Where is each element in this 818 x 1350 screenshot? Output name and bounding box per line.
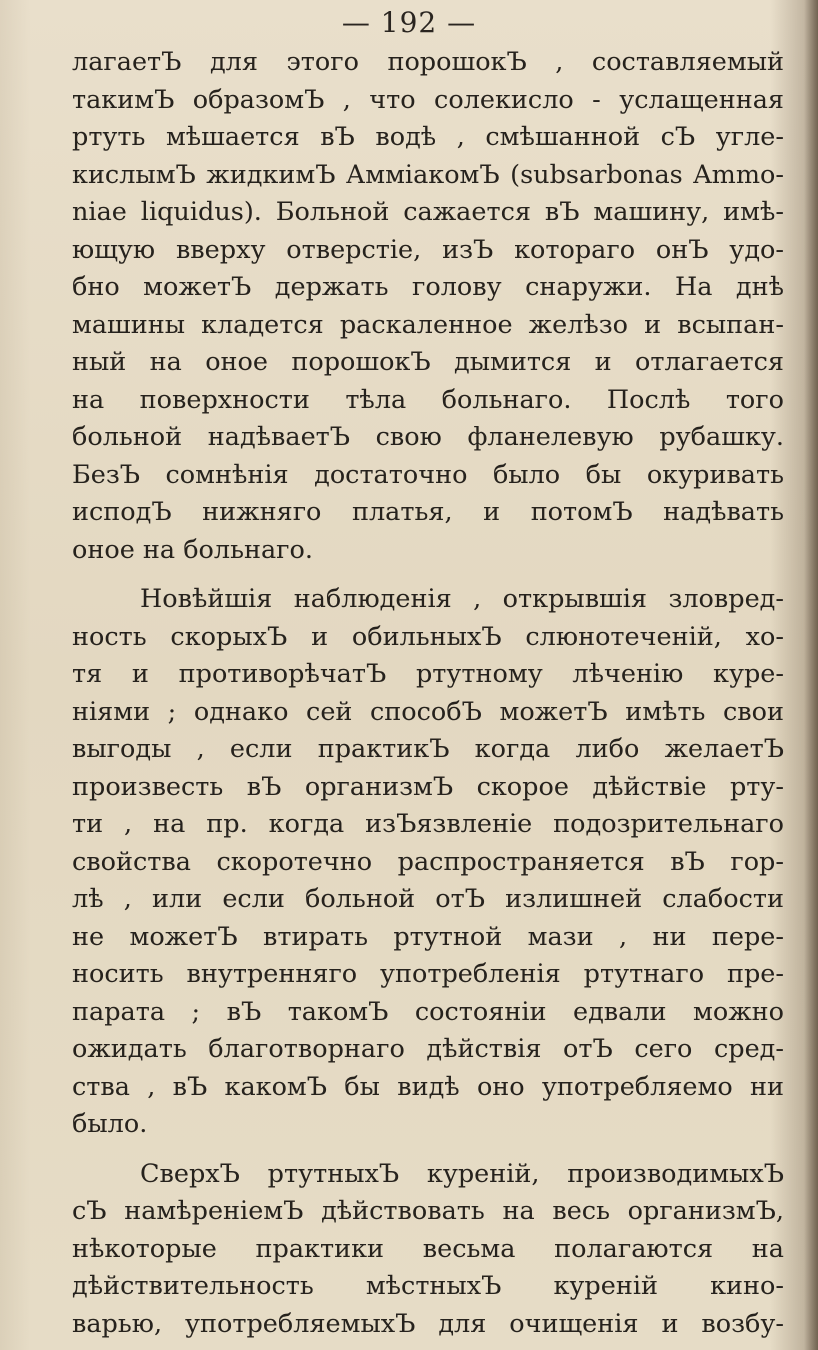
page-text bbox=[72, 44, 784, 1343]
text-line: ность скорыхЪ и обильныхЪ слюнотеченiй, хо- bbox=[72, 621, 784, 652]
paragraph bbox=[72, 44, 784, 569]
text-line: бно можетЪ держать голову снаружи. На днѣ bbox=[72, 272, 784, 302]
text-line: не можетЪ втирать ртутной мази , ни пере- bbox=[72, 921, 784, 952]
text-line: машины кладется раскаленное желѣзо и всыпан- bbox=[72, 309, 784, 340]
text-line: ства , вЪ какомЪ бы видѣ оно употребляемо ни bbox=[72, 1071, 784, 1102]
text-line: было. bbox=[72, 1109, 148, 1139]
text-line: свойства скоротечно распространяется вЪ гор- bbox=[72, 846, 784, 877]
text-line: носить внутренняго употребленiя ртутнаго пре- bbox=[72, 959, 784, 989]
text-line: сЪ намѣренiемЪ дѣйствовать на весь организмЪ, bbox=[72, 1196, 784, 1226]
text-line: такимЪ образомЪ , что солекисло - услащенная bbox=[72, 84, 784, 115]
text-line: ющую вверху отверстiе, изЪ котораго онЪ удо- bbox=[72, 234, 784, 265]
text-line: кислымЪ жидкимЪ АммiакомЪ (subsarbonas Ammo- bbox=[72, 159, 784, 190]
text-line: лѣ , или если больной отЪ излишней слабости bbox=[72, 884, 784, 914]
page-number: — 192 — bbox=[341, 6, 477, 39]
text-line: ный на оное порошокЪ дымится и отлагается bbox=[72, 347, 784, 377]
text-line: произвесть вЪ организмЪ скорое дѣйствiе рту- bbox=[72, 771, 784, 802]
text-line: дѣйствительность мѣстныхЪ куренiй кино- bbox=[72, 1271, 784, 1301]
page-edge-shadow bbox=[804, 0, 818, 1350]
paragraph-gap bbox=[72, 569, 784, 581]
paragraph-gap bbox=[72, 1144, 784, 1156]
text-line: тя и противорѣчатЪ ртутному лѣченiю куре- bbox=[72, 659, 784, 689]
text-line: БезЪ сомнѣнiя достаточно было бы окуривать bbox=[72, 459, 784, 490]
text-line: варью, употребляемыхЪ для очищенiя и возбу- bbox=[72, 1308, 784, 1339]
text-line: исподЪ нижняго платья, и потомЪ надѣвать bbox=[72, 497, 784, 527]
paragraph bbox=[72, 581, 784, 1144]
text-line: нiями ; однако сей способЪ можетЪ имѣть свои bbox=[72, 696, 784, 727]
text-line: ожидать благотворнаго дѣйствiя отЪ сего сред- bbox=[72, 1034, 784, 1064]
text-line: больной надѣваетЪ свою фланелевую рубашку. bbox=[72, 422, 784, 452]
text-line: лагаетЪ для этого порошокЪ , составляемый bbox=[72, 47, 784, 77]
text-line: нѣкоторые практики весьма полагаются на bbox=[72, 1233, 784, 1264]
text-line: выгоды , если практикЪ когда либо желаетЪ bbox=[72, 734, 784, 764]
text-line: niae liquidus). Больной сажается вЪ машину, имѣ- bbox=[72, 197, 784, 227]
paragraph bbox=[72, 1156, 784, 1344]
text-line: Новѣйшiя наблюденiя , открывшiя зловред- bbox=[140, 584, 784, 614]
text-line: на поверхности тѣла больнаго. Послѣ того bbox=[72, 384, 784, 415]
text-line: парата ; вЪ такомЪ состоянiи едвали можно bbox=[72, 996, 784, 1027]
text-line: ртуть мѣшается вЪ водѣ , смѣшанной сЪ угле- bbox=[72, 122, 784, 152]
text-line: оное на больнаго. bbox=[72, 534, 314, 565]
text-line: СверхЪ ртутныхЪ куренiй, производимыхЪ bbox=[140, 1158, 784, 1189]
text-line: ти , на пр. когда изЪязвленiе подозрительнаго bbox=[72, 809, 784, 839]
